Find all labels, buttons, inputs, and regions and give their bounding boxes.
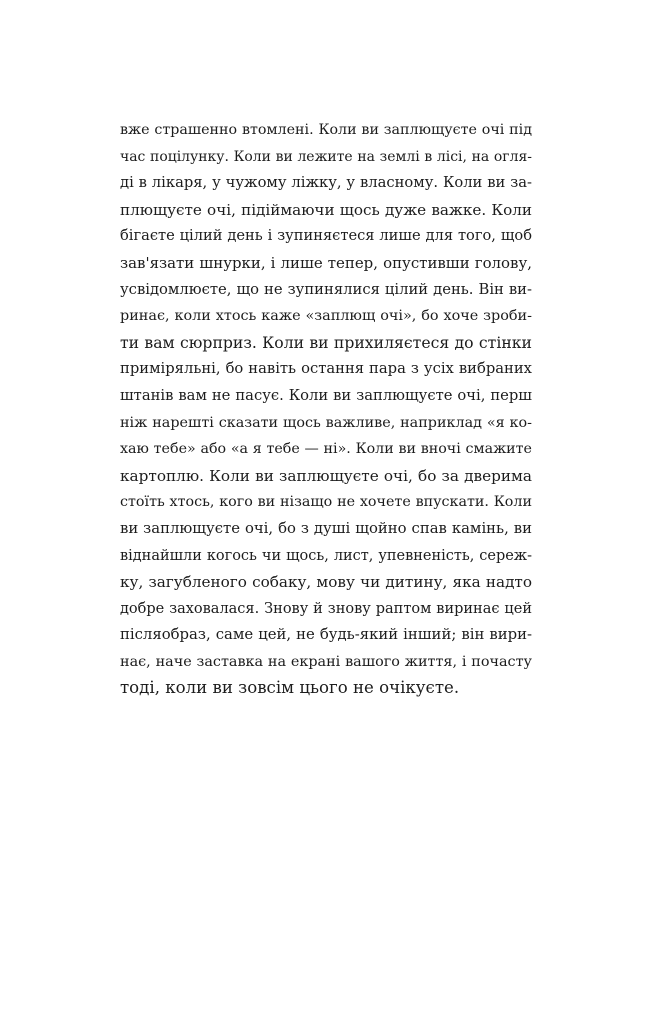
body-text	[120, 117, 532, 702]
text-line: ти вам сюрприз. Коли ви прихиляєтеся до стінки	[120, 332, 532, 352]
text-line: приміряльні, бо навіть остання пара з усіх вибраних	[120, 360, 532, 378]
text-line: штанів вам не пасує. Коли ви заплющуєте очі, перш	[120, 386, 532, 404]
text-line: ринає, коли хтось каже «заплющ очі», бо хоче зроби-	[120, 308, 532, 325]
text-line: час поцілунку. Коли ви лежите на землі в лісі, на огля-	[120, 148, 532, 165]
text-line: усвідомлюєте, що не зупинялися цілий день. Він ви-	[120, 280, 532, 298]
text-line: стоїть хтось, кого ви нізащо не хочете впускати. Коли	[120, 494, 532, 511]
text-line: хаю тебе» або «а я тебе — ні». Коли ви вночі смажите	[120, 441, 532, 458]
text-line: вже страшенно втомлені. Коли ви заплющуєте очі під	[120, 122, 532, 138]
text-line: картоплю. Коли ви заплющуєте очі, бо за дверима	[120, 466, 532, 485]
text-line: ку, загубленого собаку, мову чи дитину, яка надто	[120, 573, 532, 592]
text-line: нає, наче заставка на екрані вашого життя, і почасту	[120, 653, 532, 670]
text-line: тоді, коли ви зовсім цього не очікуєте.	[120, 678, 460, 698]
text-line: ніж нарешті сказати щось важливе, наприклад «я ко-	[120, 414, 532, 431]
text-line: плющуєте очі, підіймаючи щось дуже важке. Коли	[120, 200, 532, 219]
text-line: зав'язати шнурки, і лише тепер, опустивши голову,	[120, 253, 532, 272]
text-line: віднайшли когось чи щось, лист, упевненість, сереж-	[120, 547, 532, 564]
text-line: добре заховалася. Знову й знову раптом виринає цей	[120, 600, 532, 617]
text-line: післяобраз, саме цей, не будь-який інший; він вири-	[120, 626, 532, 644]
text-line: ви заплющуєте очі, бо з душі щойно спав камінь, ви	[120, 519, 532, 537]
text-line: ді в лікаря, у чужому ліжку, у власному. Коли ви за-	[120, 174, 532, 192]
text-line: бігаєте цілий день і зупиняєтеся лише для того, щоб	[120, 227, 532, 245]
